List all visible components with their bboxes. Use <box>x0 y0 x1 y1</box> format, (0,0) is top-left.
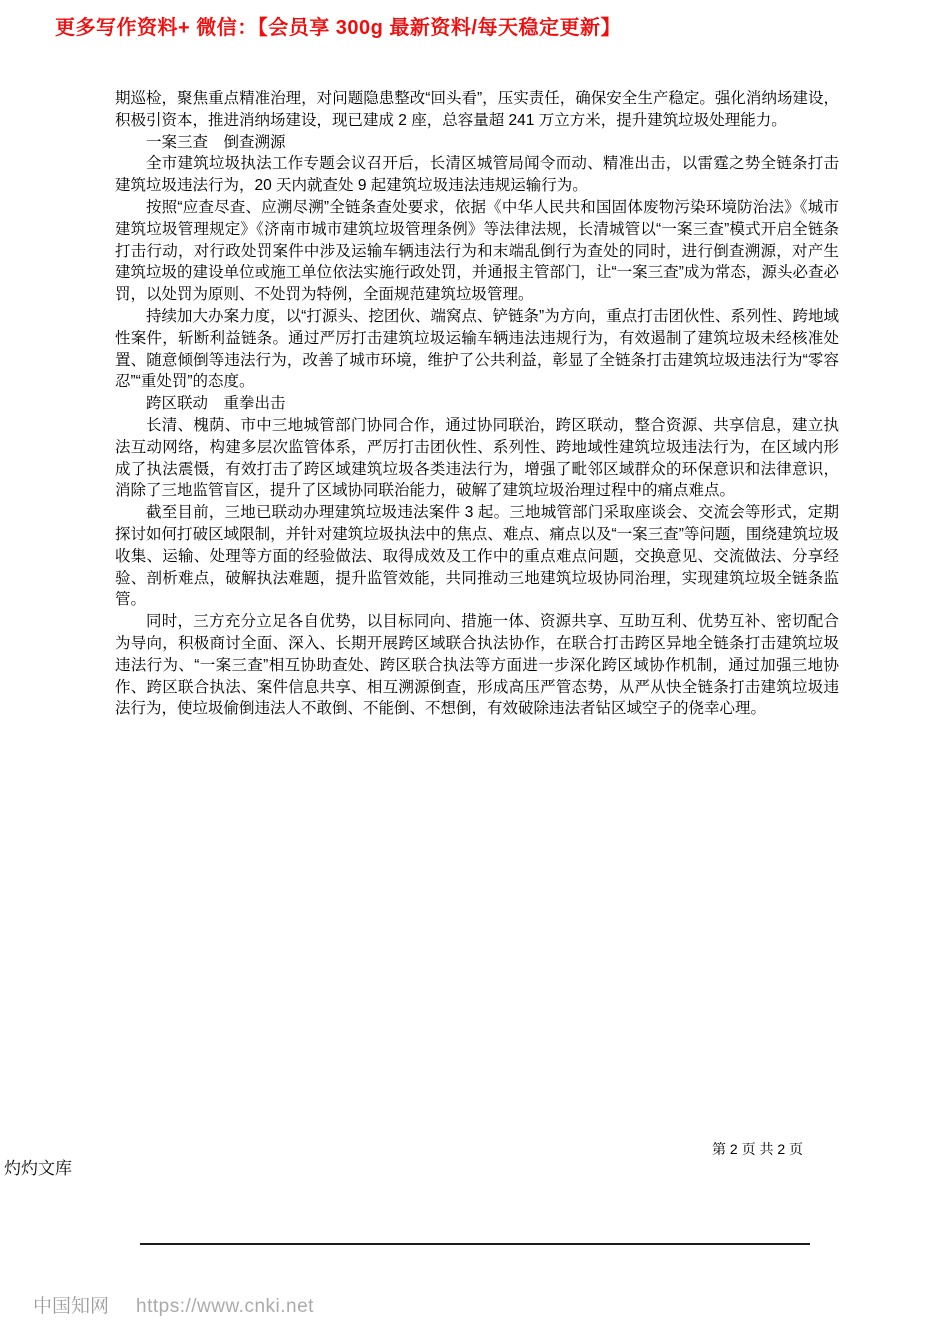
page-number-indicator: 第 2 页 共 2 页 <box>712 1141 804 1157</box>
section-heading: 跨区联动 重拳出击 <box>146 395 286 413</box>
cnki-site-url: https://www.cnki.net <box>136 1296 314 1317</box>
paragraph-continuation: 期巡检，聚焦重点精准治理，对问题隐患整改“回头看”，压实责任，确保安全生产稳定。强化消纳场建设，积极引资本，推进消纳场建设，现已建成 2 座，总容量超 241 万立方米，提升建筑垃圾处理能力。 <box>115 90 839 129</box>
library-watermark: 灼灼文库 <box>4 1159 72 1178</box>
document-page-body <box>115 88 839 720</box>
cnki-watermark <box>33 1291 314 1318</box>
paragraph: 持续加大办案力度，以“打源头、挖团伙、端窝点、铲链条”为方向，重点打击团伙性、系列性、跨地域性案件，斩断利益链条。通过严厉打击建筑垃圾运输车辆违法违规行为，有效遏制了建筑垃圾未经核准处置、随意倾倒等违法行为，改善了城市环境，维护了公共利益，彰显了全链条打击建筑垃圾违法行为“零容忍”“重处罚”的态度。 <box>115 307 839 391</box>
paragraph: 同时，三方充分立足各自优势，以目标同向、措施一体、资源共享、互助互利、优势互补、密切配合为导向，积极商讨全面、深入、长期开展跨区域联合执法协作，在联合打击跨区异地全链条打击建筑垃圾违法行为、“一案三查”相互协助查处、跨区联合执法等方面进一步深化跨区域协作机制，通过加强三地协作、跨区联合执法、案件信息共享、相互溯源倒查，形成高压严管态势，从严从快全链条打击建筑垃圾违法行为，使垃圾偷倒违法人不敢倒、不能倒、不想倒，有效破除违法者钻区域空子的侥幸心理。 <box>115 613 839 718</box>
footer-divider-line <box>140 1243 810 1245</box>
paragraph: 全市建筑垃圾执法工作专题会议召开后，长清区城管局闻令而动、精准出击，以雷霆之势全链条打击建筑垃圾违法行为，20 天内就查处 9 起建筑垃圾违法违规运输行为。 <box>115 155 839 195</box>
paragraph: 截至目前，三地已联动办理建筑垃圾违法案件 3 起。三地城管部门采取座谈会、交流会等形式，定期探讨如何打破区域限制，并针对建筑垃圾执法中的焦点、难点、痛点以及“一案三查”等问题，围绕建筑垃圾收集、运输、处理等方面的经验做法、取得成效及工作中的重点难点问题，交换意见、交流做法、分享经验、剖析难点，破解执法难题，提升监管效能，共同推动三地建筑垃圾协同治理，实现建筑垃圾全链条监管。 <box>115 504 839 609</box>
paragraph: 长清、槐荫、市中三地城管部门协同合作，通过协同联治，跨区联动，整合资源、共享信息，建立执法互动网络，构建多层次监管体系，严厉打击团伙性、系列性、跨地域性建筑垃圾违法行为，在区域内形成了执法震慑，有效打击了跨区域建筑垃圾各类违法行为，增强了毗邻区域群众的环保意识和法律意识，消除了三地监管盲区，提升了区域协同联治能力，破解了建筑垃圾治理过程中的痛点难点。 <box>115 416 839 500</box>
promo-banner-text: 更多写作资料+ 微信：【会员享 300g 最新资料/每天稳定更新】 <box>55 17 621 39</box>
section-heading: 一案三查 倒查溯源 <box>146 133 286 151</box>
paragraph: 按照“应查尽查、应溯尽溯”全链条查处要求，依据《中华人民共和国固体废物污染环境防治法》《城市建筑垃圾管理规定》《济南市城市建筑垃圾管理条例》等法律法规，长清城管以“一案三查”模式开启全链条打击行动，对行政处罚案件中涉及运输车辆违法行为和末端乱倒行为查处的同时，进行倒查溯源，对产生建筑垃圾的建设单位或施工单位依法实施行政处罚，并通报主管部门，让“一案三查”成为常态，源头必查必罚，以处罚为原则、不处罚为特例，全面规范建筑垃圾管理。 <box>115 198 839 304</box>
cnki-site-name: 中国知网 <box>33 1296 110 1317</box>
